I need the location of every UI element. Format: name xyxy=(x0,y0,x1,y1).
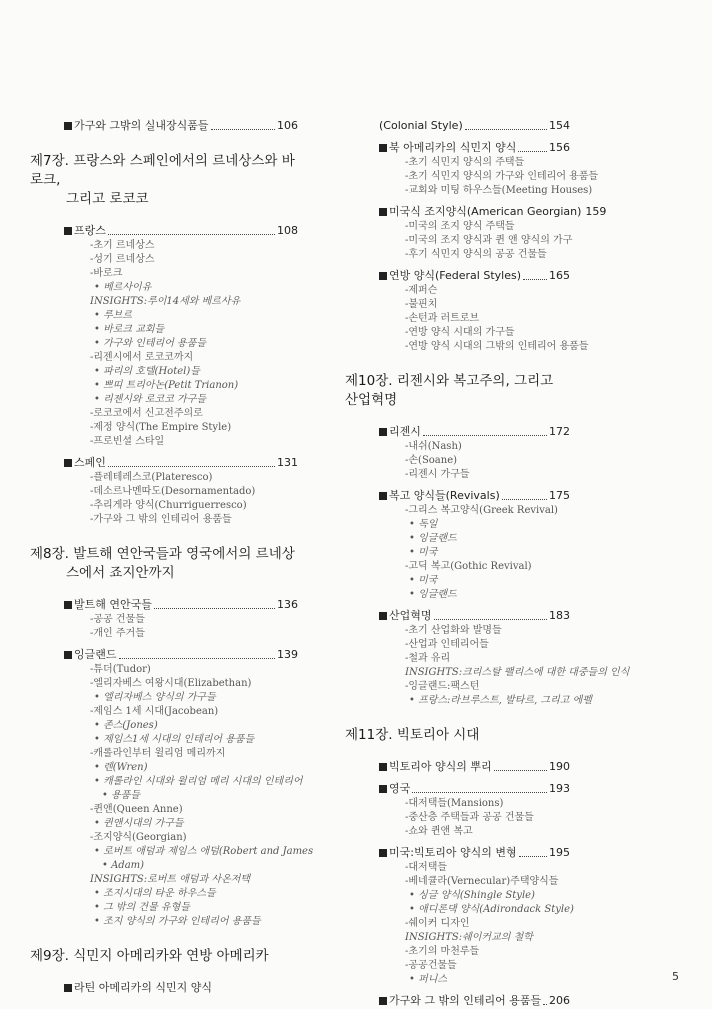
subsection-entry: -교회와 미팅 하우스들(Meeting Houses) xyxy=(405,185,593,196)
subsection-entry: -중산층 주택들과 공공 건물들 xyxy=(405,812,534,823)
chapter-heading xyxy=(30,545,298,583)
square-bullet-icon xyxy=(64,459,72,467)
bullet-entry: • 제임스1세 시대의 인테리어 용품들 xyxy=(30,733,298,747)
dot-leader xyxy=(523,279,547,280)
subsection-entry: -제임스 1세 시대(Jacobean) xyxy=(90,706,219,717)
section-title: 리젠시 xyxy=(389,425,421,438)
bullet-entry: • 존스(Jones) xyxy=(30,719,298,733)
insights-entry: INSIGHTS:로버트 애덤과 사온저택 xyxy=(90,874,251,885)
subsection-entry: -그리스 복고양식(Greek Revival) xyxy=(405,505,558,516)
subsection-entry: -리젠시 가구들 xyxy=(405,469,470,480)
page-ref: 154 xyxy=(549,119,570,132)
bullet-entry: • 엘리자베스 양식의 가구들 xyxy=(30,691,298,705)
page-ref: 190 xyxy=(549,760,570,773)
square-bullet-icon xyxy=(379,997,387,1005)
subsection-entry: -데소르나멘따도(Desornamentado) xyxy=(90,486,256,497)
dot-leader xyxy=(465,129,547,130)
bullet-entry: • 미국 xyxy=(345,574,570,588)
page-ref: 195 xyxy=(549,846,570,859)
section-entry[interactable] xyxy=(345,845,570,861)
page-number: 5 xyxy=(672,970,679,983)
bullet-entry: • 바로크 교회들 xyxy=(30,323,298,337)
bullet-entry: • 렌(Wren) xyxy=(30,761,298,775)
section-entry[interactable] xyxy=(30,647,298,663)
bullet-entry: • 로버트 애덤과 제임스 애덤(Robert and James xyxy=(30,845,298,859)
dot-leader xyxy=(434,619,547,620)
subsection-entry: -가구와 그 밖의 인테리어 용품들 xyxy=(90,514,232,525)
subsection-entry: -조지양식(Georgian) xyxy=(90,832,187,843)
section-title: 빅토리아 양식의 뿌리 xyxy=(389,760,492,773)
section-entry[interactable] xyxy=(30,597,298,613)
page-ref: 206 xyxy=(549,994,570,1007)
section-entry[interactable] xyxy=(345,268,570,284)
subsection-entry: -손(Soane) xyxy=(405,455,458,466)
chapter-heading-line: 제11장. 빅토리아 시대 xyxy=(345,727,480,743)
dot-leader xyxy=(494,770,547,771)
section-title: 영국 xyxy=(389,782,411,795)
chapter-heading xyxy=(345,726,570,745)
dot-leader xyxy=(108,234,275,235)
section-entry[interactable] xyxy=(345,118,570,134)
subsection-entry: -대저택들(Mansions) xyxy=(405,798,504,809)
section-entry[interactable] xyxy=(345,204,607,220)
subsection-entry: -퀸앤(Queen Anne) xyxy=(90,804,183,815)
section-title: 북 아메리카의 식민지 양식 xyxy=(389,141,517,154)
insights-entry: INSIGHTS:크리스탈 팰리스에 대한 대중들의 인식 xyxy=(405,667,630,678)
section-entry[interactable] xyxy=(345,759,570,775)
page-ref: 175 xyxy=(549,489,570,502)
subsection-entry: -리젠시에서 로코코까지 xyxy=(90,352,194,363)
section-title: 발트해 연안국들 xyxy=(74,598,152,611)
section-title: 연방 양식(Federal Styles) xyxy=(389,269,522,282)
section-title: 스페인 xyxy=(74,456,106,469)
insights-entry: INSIGHTS:쉐이커교의 철학 xyxy=(405,932,533,943)
chapter-heading-line: 제8장. 발트해 연안국들과 영국에서의 르네상 xyxy=(30,546,295,562)
chapter-heading-line: 스에서 죠지안까지 xyxy=(66,565,175,581)
bullet-entry: • 프랑스:라브루스트, 발타르, 그리고 에펠 xyxy=(345,694,570,708)
subsection-entry: -제정 양식(The Empire Style) xyxy=(90,422,232,433)
section-title: 가구와 그 밖의 인테리어 용품들 xyxy=(389,994,542,1007)
page-ref: 108 xyxy=(277,224,298,237)
square-bullet-icon xyxy=(379,144,387,152)
subsection-entry: -잉글랜드:팩스턴 xyxy=(405,681,480,692)
section-title: 가구와 그밖의 실내장식품들 xyxy=(74,119,209,132)
page-ref: 159 xyxy=(585,205,607,218)
page-ref: 172 xyxy=(549,425,570,438)
bullet-entry: • 잉글랜드 xyxy=(345,588,570,602)
bullet-entry: • 잉글랜드 xyxy=(345,532,570,546)
subsection-entry: -대저택들 xyxy=(405,862,448,873)
subsection-entry: -불핀치 xyxy=(405,299,438,310)
subsection-entry: -내쉬(Nash) xyxy=(405,441,462,452)
page-ref: 131 xyxy=(277,456,298,469)
square-bullet-icon xyxy=(379,492,387,500)
section-title: 라틴 아메리카의 식민지 양식 xyxy=(74,981,213,994)
subsection-entry: -제퍼슨 xyxy=(405,285,438,296)
subsection-entry: -개인 주거들 xyxy=(90,628,145,639)
subsection-entry: -손턴과 러트로브 xyxy=(405,313,480,324)
section-entry[interactable] xyxy=(30,455,298,471)
bullet-entry: • 애디론댁 양식(Adirondack Style) xyxy=(345,903,570,917)
bullet-entry: • 싱글 양식(Shingle Style) xyxy=(345,889,570,903)
subsection-entry: -후기 식민지 양식의 공공 건물들 xyxy=(405,249,547,260)
subsection-entry: -초기의 마천루들 xyxy=(405,946,480,957)
page-ref: 106 xyxy=(277,119,298,132)
section-entry[interactable] xyxy=(30,223,298,239)
subsection-entry: -미국의 조지 양식 주택들 xyxy=(405,221,515,232)
subsection-entry: -베네큘라(Vernecular)주택양식들 xyxy=(405,876,559,887)
bullet-entry: • 그 밖의 건물 유형들 xyxy=(30,901,298,915)
dot-leader xyxy=(119,658,275,659)
subsection-entry: -공공건물들 xyxy=(405,960,457,971)
section-entry[interactable] xyxy=(345,140,570,156)
section-entry[interactable] xyxy=(345,993,570,1009)
section-entry[interactable] xyxy=(30,980,298,996)
subsection-entry: -초기 르네상스 xyxy=(90,240,155,251)
bullet-entry: • 베르사이유 xyxy=(30,281,298,295)
section-entry[interactable] xyxy=(345,781,570,797)
page-ref: 139 xyxy=(277,648,298,661)
page-ref: 183 xyxy=(549,609,570,622)
subsection-entry: -바로크 xyxy=(90,268,123,279)
square-bullet-icon xyxy=(379,763,387,771)
subsection-entry: -쉐이커 디자인 xyxy=(405,918,470,929)
section-title: 잉글랜드 xyxy=(74,648,117,661)
chapter-heading-line: 제7장. 프랑스와 스페인에서의 르네상스와 바로크, xyxy=(30,153,295,188)
subsection-entry: -연방 양식 시대의 가구들 xyxy=(405,327,515,338)
subsection-entry: -미국의 조지 양식과 퀸 앤 양식의 가구 xyxy=(405,235,573,246)
section-entry[interactable] xyxy=(30,118,298,134)
section-title: 미국식 조지양식(American Georgian) xyxy=(389,205,582,218)
dot-leader xyxy=(502,499,547,500)
dot-leader xyxy=(519,856,547,857)
square-bullet-icon xyxy=(64,984,72,992)
subsection-entry: -연방 양식 시대의 그밖의 인테리어 용품들 xyxy=(405,341,589,352)
dot-leader xyxy=(108,466,275,467)
bullet-entry: • 쁘띠 트리아논(Petit Trianon) xyxy=(30,379,298,393)
subsection-entry: -초기 식민지 양식의 주택들 xyxy=(405,157,525,168)
subsection-entry: -철과 유리 xyxy=(405,653,451,664)
square-bullet-icon xyxy=(379,849,387,857)
square-bullet-icon xyxy=(64,651,72,659)
subsection-entry: -추리게라 양식(Churriguerresco) xyxy=(90,500,247,511)
subsection-entry: -프로빈셜 스타일 xyxy=(90,436,165,447)
page-ref: 193 xyxy=(549,782,570,795)
subsection-entry: -산업과 인테리어들 xyxy=(405,639,489,650)
square-bullet-icon xyxy=(64,227,72,235)
toc-right-column xyxy=(345,112,630,1009)
subsection-entry: -튜더(Tudor) xyxy=(90,664,151,675)
bullet-entry: • 리젠시와 로코코 가구들 xyxy=(30,393,298,407)
subsection-entry: -성기 르네상스 xyxy=(90,254,155,265)
bullet-entry: • 조지 양식의 가구와 인테리어 용품들 xyxy=(30,915,298,929)
dot-leader xyxy=(518,151,547,152)
dot-leader xyxy=(423,435,547,436)
subsection-entry: -로코코에서 신고전주의로 xyxy=(90,408,203,419)
bullet-entry: • 퍼니스 xyxy=(345,973,570,987)
insights-entry: INSIGHTS:루이14세와 베르사유 xyxy=(90,296,241,307)
dot-leader xyxy=(211,129,275,130)
subsection-entry: -쇼와 퀸앤 복고 xyxy=(405,826,473,837)
bullet-entry: • 미국 xyxy=(345,546,570,560)
continuation-line: • Adam) xyxy=(30,859,298,873)
section-title: 프랑스 xyxy=(74,224,106,237)
subsection-entry: -초기 식민지 양식의 가구와 인테리어 용품들 xyxy=(405,171,599,182)
section-title: 복고 양식들(Revivals) xyxy=(389,489,500,502)
square-bullet-icon xyxy=(379,272,387,280)
square-bullet-icon xyxy=(379,612,387,620)
bullet-entry: • 캐롤라인 시대와 윌리엄 메리 시대의 인테리어 xyxy=(30,775,298,789)
square-bullet-icon xyxy=(379,785,387,793)
page-ref: 165 xyxy=(549,269,570,282)
chapter-heading-line: 그리고 로코코 xyxy=(66,191,149,207)
subsection-entry: -플레테레스코(Plateresco) xyxy=(90,472,213,483)
section-title: (Colonial Style) xyxy=(379,119,463,132)
bullet-entry: • 독일 xyxy=(345,518,570,532)
subsection-entry: -고딕 복고(Gothic Revival) xyxy=(405,561,532,572)
chapter-heading xyxy=(30,947,298,966)
section-entry[interactable] xyxy=(345,608,570,624)
subsection-entry: -엘리자베스 여왕시대(Elizabethan) xyxy=(90,678,252,689)
bullet-entry: • 파리의 호텔(Hotel)들 xyxy=(30,365,298,379)
dot-leader xyxy=(154,608,275,609)
square-bullet-icon xyxy=(64,601,72,609)
subsection-entry: -공공 건물들 xyxy=(90,614,145,625)
chapter-heading-line: 제9장. 식민지 아메리카와 연방 아메리카 xyxy=(30,948,269,964)
chapter-heading-line: 제10장. 리젠시와 복고주의, 그리고 산업혁명 xyxy=(345,373,554,408)
chapter-heading xyxy=(345,372,570,410)
bullet-entry: • 퀸앤시대의 가구들 xyxy=(30,817,298,831)
square-bullet-icon xyxy=(64,122,72,130)
bullet-entry: • 가구와 인테리어 용품들 xyxy=(30,337,298,351)
section-title: 미국:빅토리아 양식의 변형 xyxy=(389,846,517,859)
subsection-entry: -초기 산업화와 발명들 xyxy=(405,625,502,636)
dot-leader xyxy=(412,792,547,793)
bullet-entry: • 조지시대의 타운 하우스들 xyxy=(30,887,298,901)
continuation-line: • 용품들 xyxy=(30,789,298,803)
page-ref: 156 xyxy=(549,141,570,154)
section-entry[interactable] xyxy=(345,424,570,440)
square-bullet-icon xyxy=(379,208,387,216)
section-entry[interactable] xyxy=(345,488,570,504)
bullet-entry: • 루브르 xyxy=(30,309,298,323)
section-title: 산업혁명 xyxy=(389,609,432,622)
chapter-heading xyxy=(30,152,298,209)
page-ref: 136 xyxy=(277,598,298,611)
dot-leader xyxy=(543,1004,547,1005)
toc-left-column xyxy=(30,112,314,996)
subsection-entry: -캐롤라인부터 윌리엄 메리까지 xyxy=(90,748,226,759)
square-bullet-icon xyxy=(379,428,387,436)
